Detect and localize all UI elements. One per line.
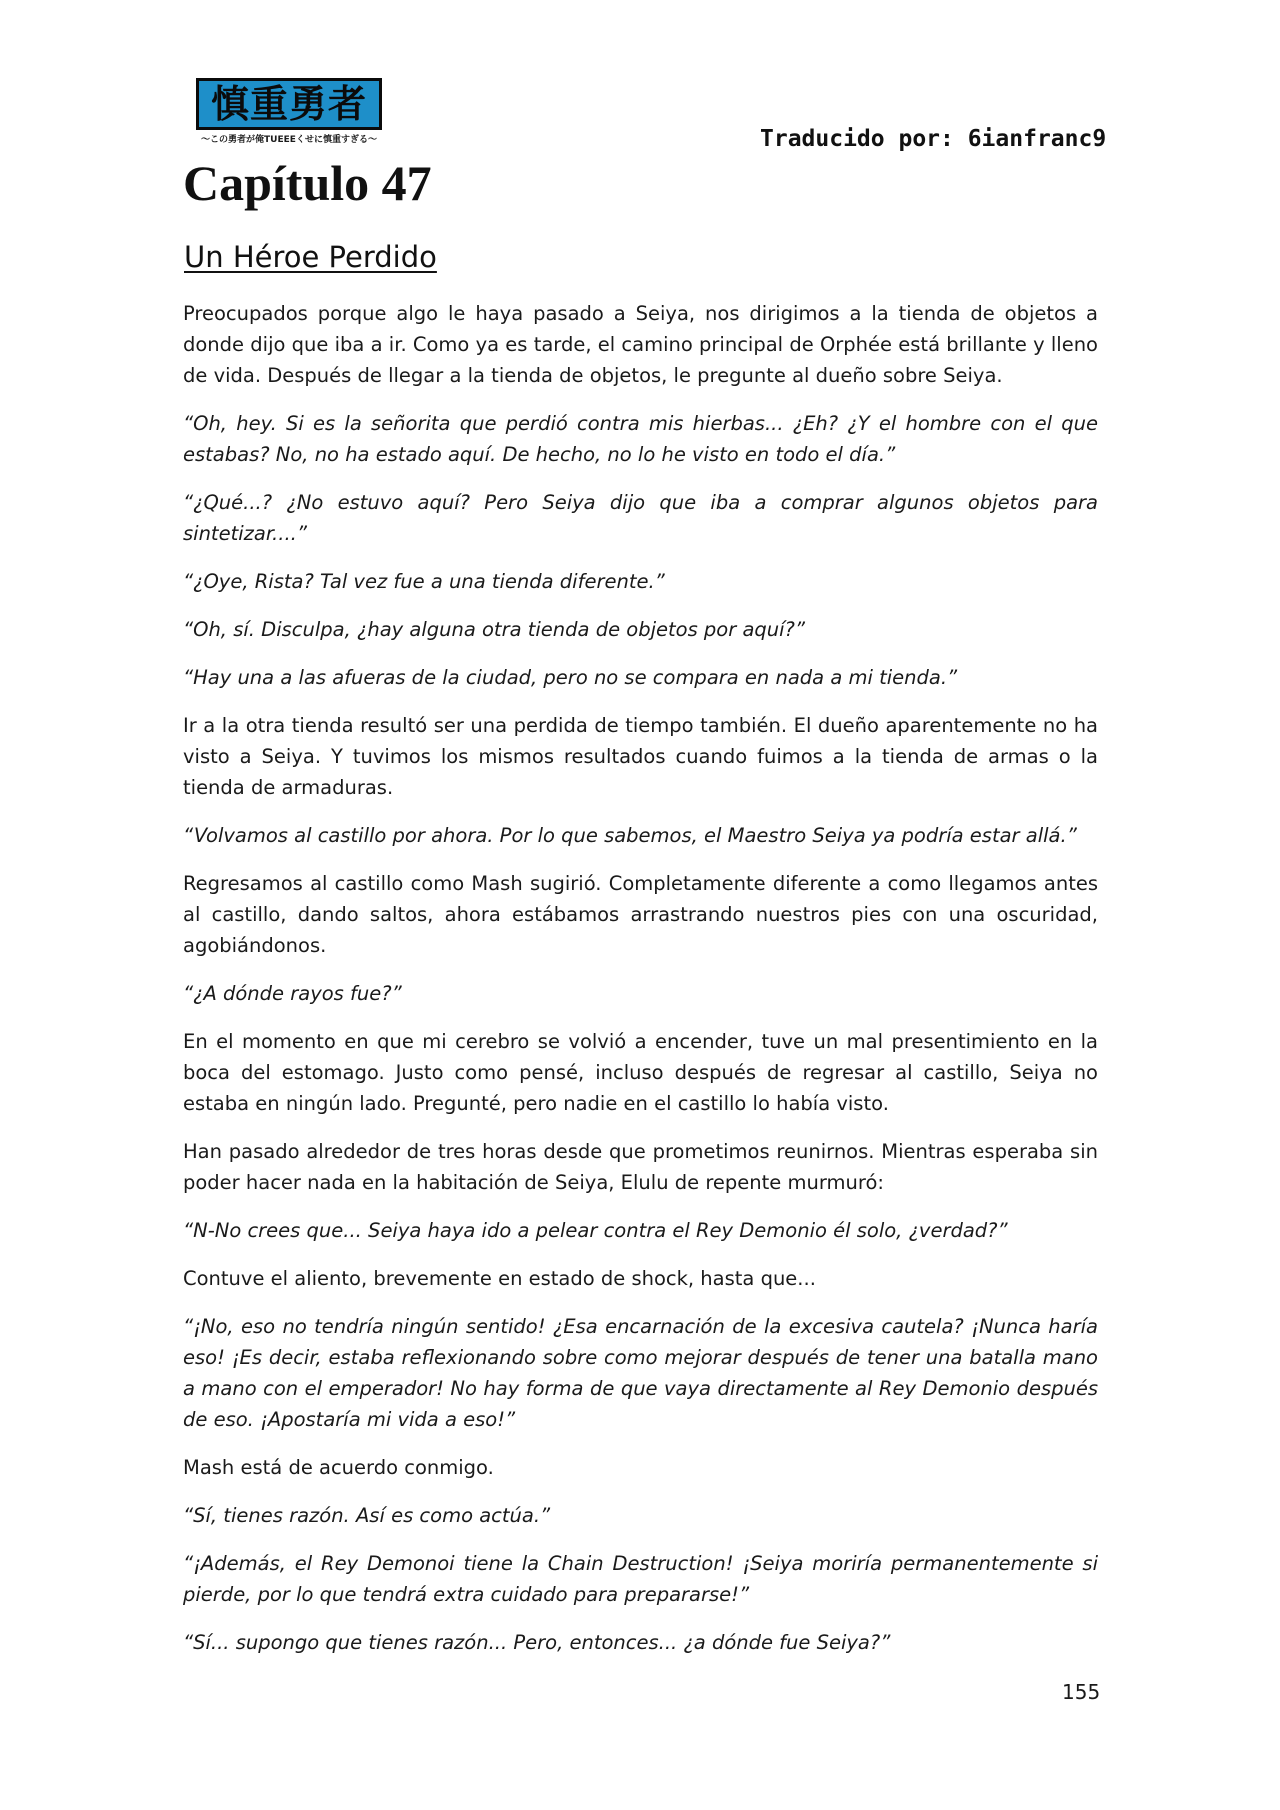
paragraph: En el momento en que mi cerebro se volvió a encender, tuve un mal presentimiento en la boca del estomago. Justo como pensé, incluso después de regresar al castillo, Seiya no estaba en ningún lado. Pregunté, pero nadie en el castillo lo había visto. [183,1030,1098,1115]
paragraph: “¡No, eso no tendría ningún sentido! ¿Esa encarnación de la excesiva cautela? ¡Nunca haría eso! ¡Es decir, estaba reflexionando sobre como mejorar después de tener una batalla mano a mano con el emperador! No hay forma de que vaya directamente al Rey Demonio después de eso. ¡Apostaría mi vida a eso!” [183,1315,1098,1431]
page-number: 155 [1062,1680,1101,1704]
paragraph: Han pasado alrededor de tres horas desde que prometimos reunirnos. Mientras esperaba sin poder hacer nada en la habitación de Seiya, Elulu de repente murmuró: [183,1140,1098,1194]
paragraph: “¡Además, el Rey Demonoi tiene la Chain Destruction! ¡Seiya moriría permanentemente si pierde, por lo que tendrá extra cuidado para prepararse!” [183,1552,1098,1606]
paragraph: Contuve el aliento, brevemente en estado de shock, hasta que... [183,1267,816,1290]
paragraph: “¿A dónde rayos fue?” [183,982,402,1005]
chapter-title: Capítulo 47 [183,155,432,211]
paragraph: Mash está de acuerdo conmigo. [183,1456,494,1479]
paragraph: Preocupados porque algo le haya pasado a Seiya, nos dirigimos a la tienda de objetos a donde dijo que iba a ir. Como ya es tarde, el camino principal de Orphée está brillante y lleno de vida. Después de llegar a la tienda de objetos, le pregunte al dueño sobre Seiya. [183,302,1098,387]
paragraph: Ir a la otra tienda resultó ser una perdida de tiempo también. El dueño aparentemente no ha visto a Seiya. Y tuvimos los mismos resultados cuando fuimos a la tienda de armas o la tienda de armaduras. [183,714,1098,799]
logo-subtitle: 〜この勇者が俺TUEEEくせに慎重すぎる〜 [201,135,377,145]
paragraph: “¿Oye, Rista? Tal vez fue a una tienda diferente.” [183,570,665,593]
body-text [183,298,1098,1675]
series-logo [196,78,382,145]
paragraph: “Volvamos al castillo por ahora. Por lo que sabemos, el Maestro Seiya ya podría estar allá.” [183,824,1077,847]
paragraph: “¿Qué...? ¿No estuvo aquí? Pero Seiya dijo que iba a comprar algunos objetos para sintetizar....” [183,491,1098,545]
logo-title: 慎重勇者 [196,78,382,130]
paragraph: “N-No crees que... Seiya haya ido a pelear contra el Rey Demonio él solo, ¿verdad?” [183,1219,1008,1242]
paragraph: “Oh, hey. Si es la señorita que perdió contra mis hierbas... ¿Eh? ¿Y el hombre con el que estabas? No, no ha estado aquí. De hecho, no lo he visto en todo el día.” [183,412,1098,466]
paragraph: “Sí... supongo que tienes razón... Pero, entonces... ¿a dónde fue Seiya?” [183,1631,891,1654]
paragraph: “Sí, tienes razón. Así es como actúa.” [183,1504,551,1527]
paragraph: “Hay una a las afueras de la ciudad, pero no se compara en nada a mi tienda.” [183,666,958,689]
chapter-subtitle: Un Héroe Perdido [184,240,437,274]
translator-credit: Traducido por: 6ianfranc9 [760,126,1107,152]
paragraph: Regresamos al castillo como Mash sugirió. Completamente diferente a como llegamos antes al castillo, dando saltos, ahora estábamos arrastrando nuestros pies con una oscuridad, agobiándonos. [183,872,1098,957]
paragraph: “Oh, sí. Disculpa, ¿hay alguna otra tienda de objetos por aquí?” [183,618,806,641]
